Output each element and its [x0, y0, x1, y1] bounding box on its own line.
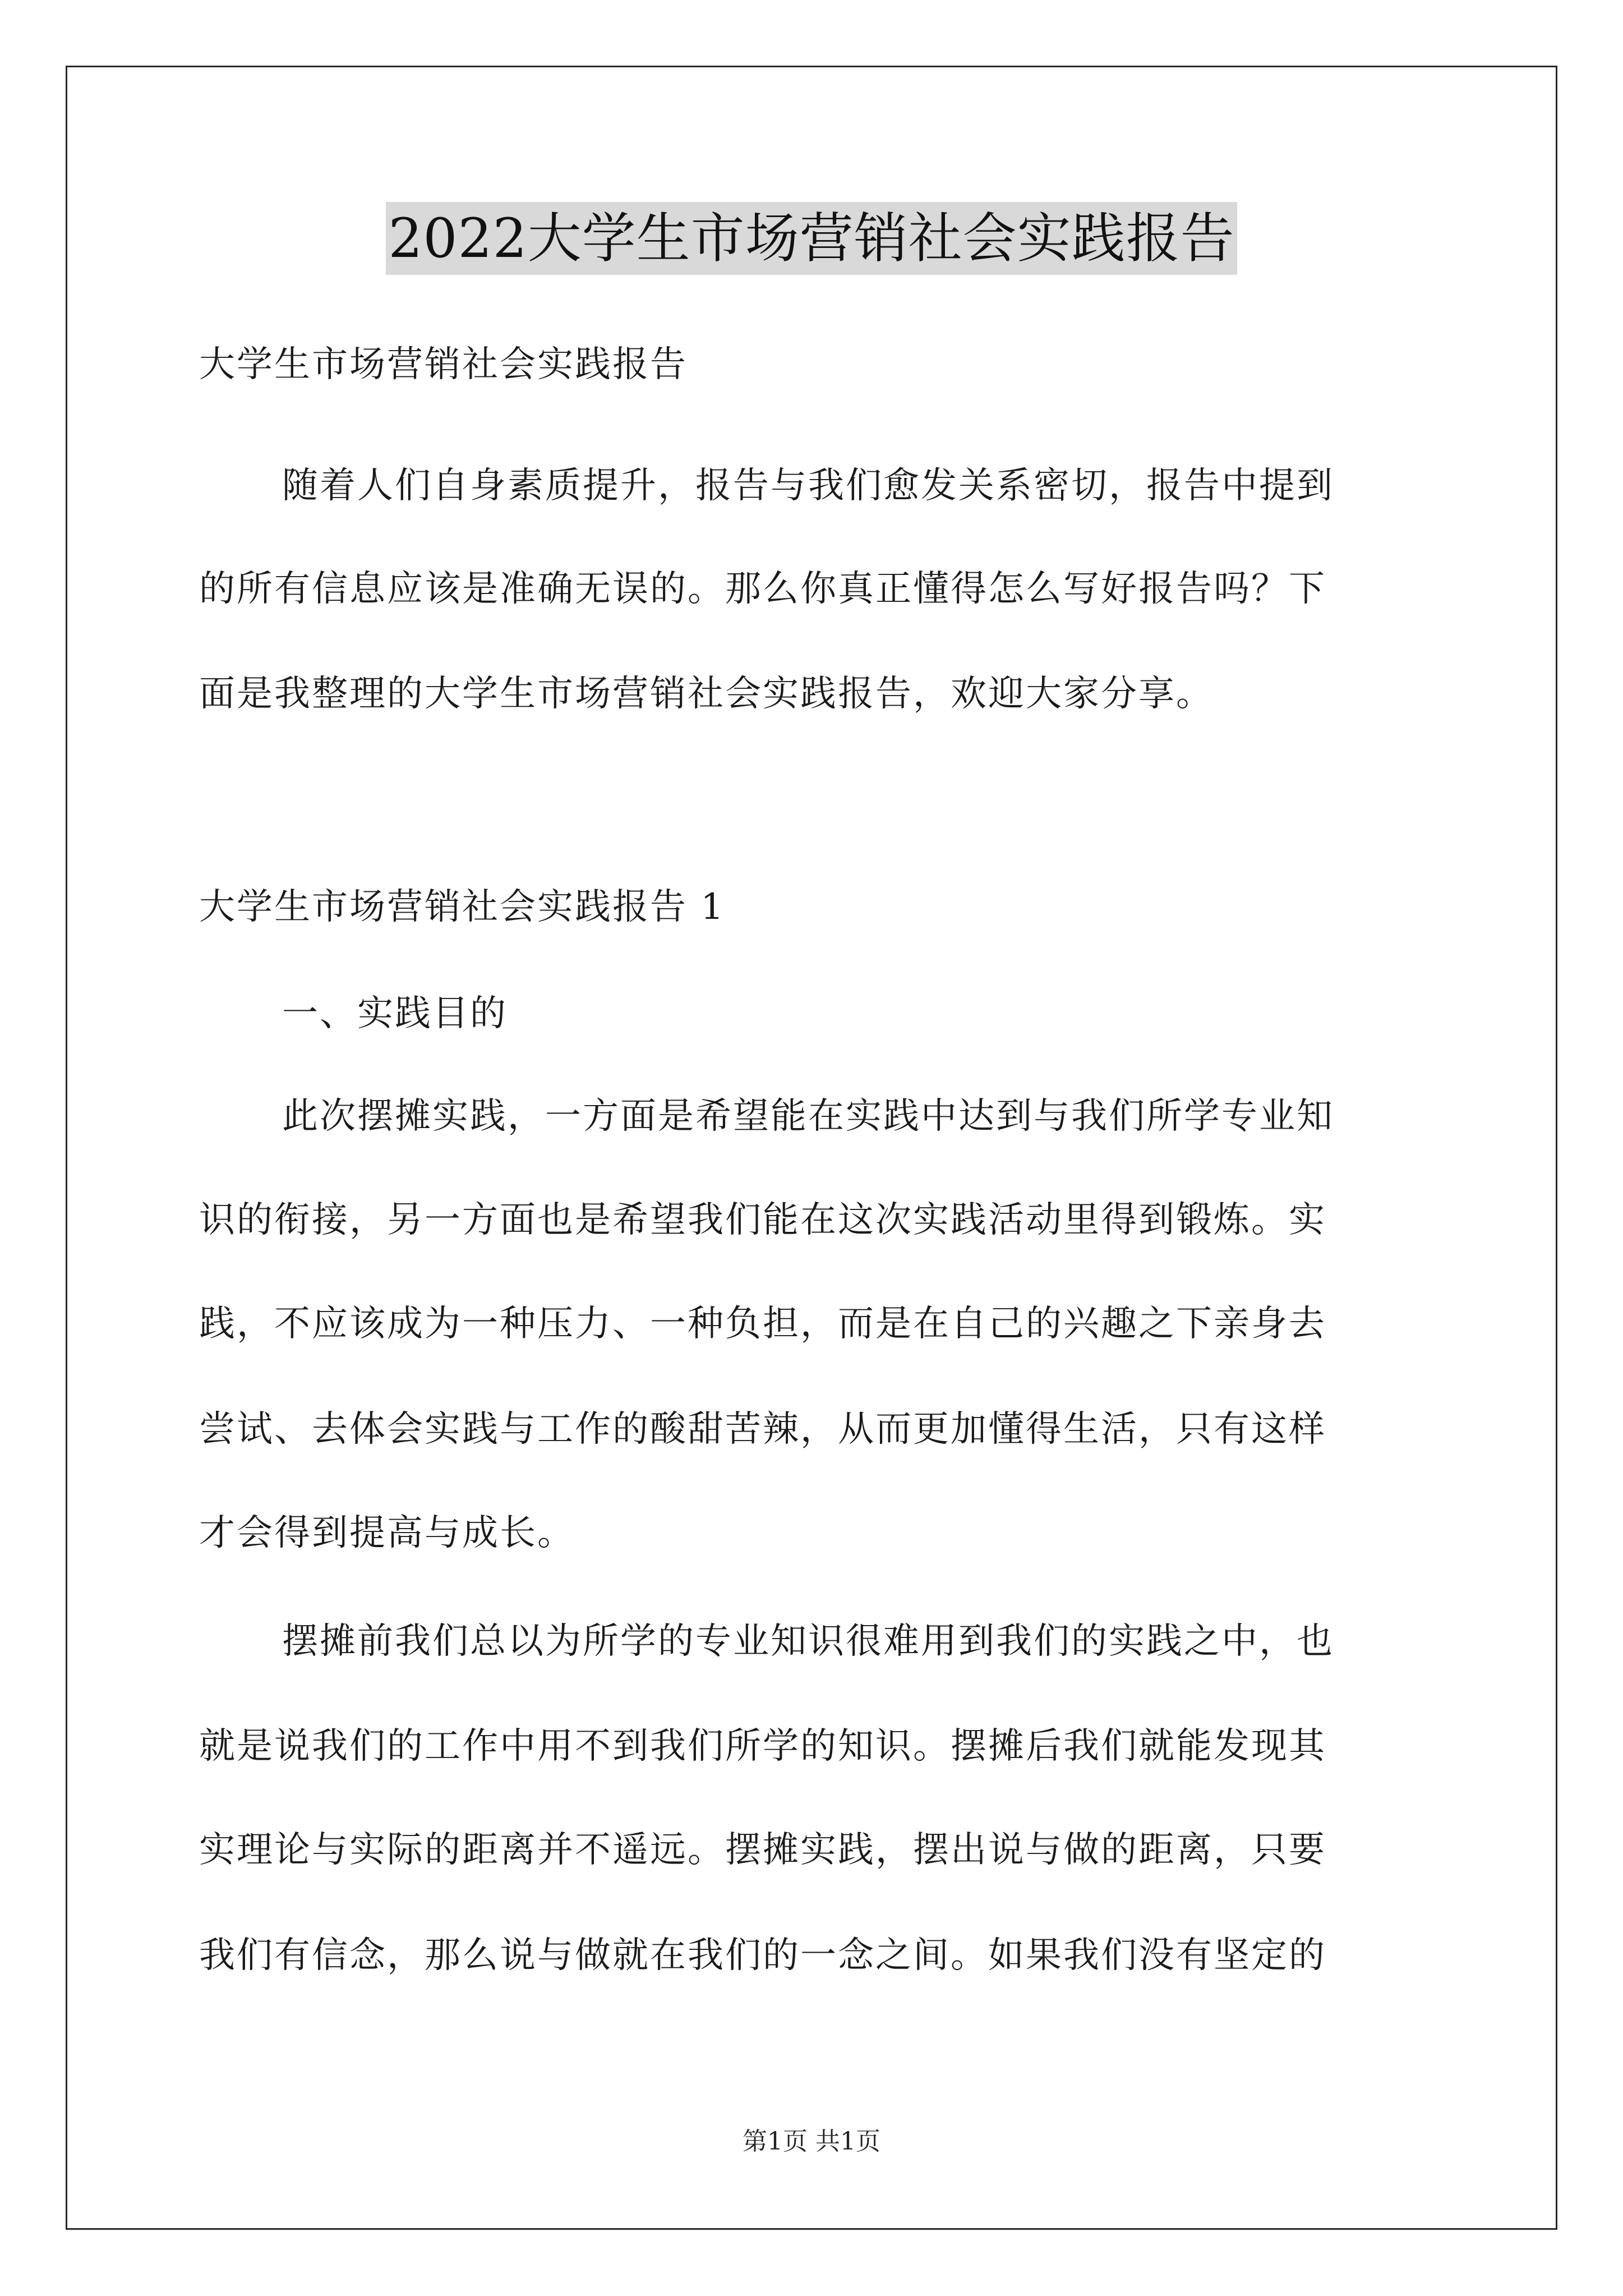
- section-heading: 大学生市场营销社会实践报告 1: [199, 886, 726, 928]
- paragraph-line: 面是我整理的大学生市场营销社会实践报告，欢迎大家分享。: [199, 673, 1214, 715]
- paragraph-line: 的所有信息应该是准确无误的。那么你真正懂得怎么写好报告吗？下: [199, 568, 1326, 610]
- paragraph-line: 此次摆摊实践，一方面是希望能在实践中达到与我们所学专业知: [282, 1096, 1334, 1137]
- paragraph-line: 就是说我们的工作中用不到我们所学的知识。摆摊后我们就能发现其: [199, 1726, 1326, 1767]
- page-footer: 第1页 共1页: [743, 2127, 880, 2156]
- document-title: 2022大学生市场营销社会实践报告: [386, 202, 1237, 275]
- paragraph-line: 摆摊前我们总以为所学的专业知识很难用到我们的实践之中，也: [282, 1621, 1334, 1662]
- subtitle-line: 大学生市场营销社会实践报告: [199, 344, 688, 385]
- paragraph-line: 尝试、去体会实践与工作的酸甜苦辣，从而更加懂得生活，只有这样: [199, 1409, 1326, 1450]
- paragraph-line: 随着人们自身素质提升，报告与我们愈发关系密切，报告中提到: [282, 465, 1334, 507]
- title-container: [0, 202, 1623, 275]
- subsection-heading: 一、实践目的: [282, 993, 508, 1034]
- paragraph-line: 才会得到提高与成长。: [199, 1512, 575, 1554]
- paragraph-line: 识的衔接，另一方面也是希望我们能在这次实践活动里得到锻炼。实: [199, 1199, 1326, 1241]
- paragraph-line: 践，不应该成为一种压力、一种负担，而是在自己的兴趣之下亲身去: [199, 1303, 1326, 1345]
- page-border: [66, 66, 1557, 2230]
- paragraph-line: 实理论与实际的距离并不遥远。摆摊实践，摆出说与做的距离，只要: [199, 1829, 1326, 1871]
- paragraph-line: 我们有信念，那么说与做就在我们的一念之间。如果我们没有坚定的: [199, 1935, 1326, 1976]
